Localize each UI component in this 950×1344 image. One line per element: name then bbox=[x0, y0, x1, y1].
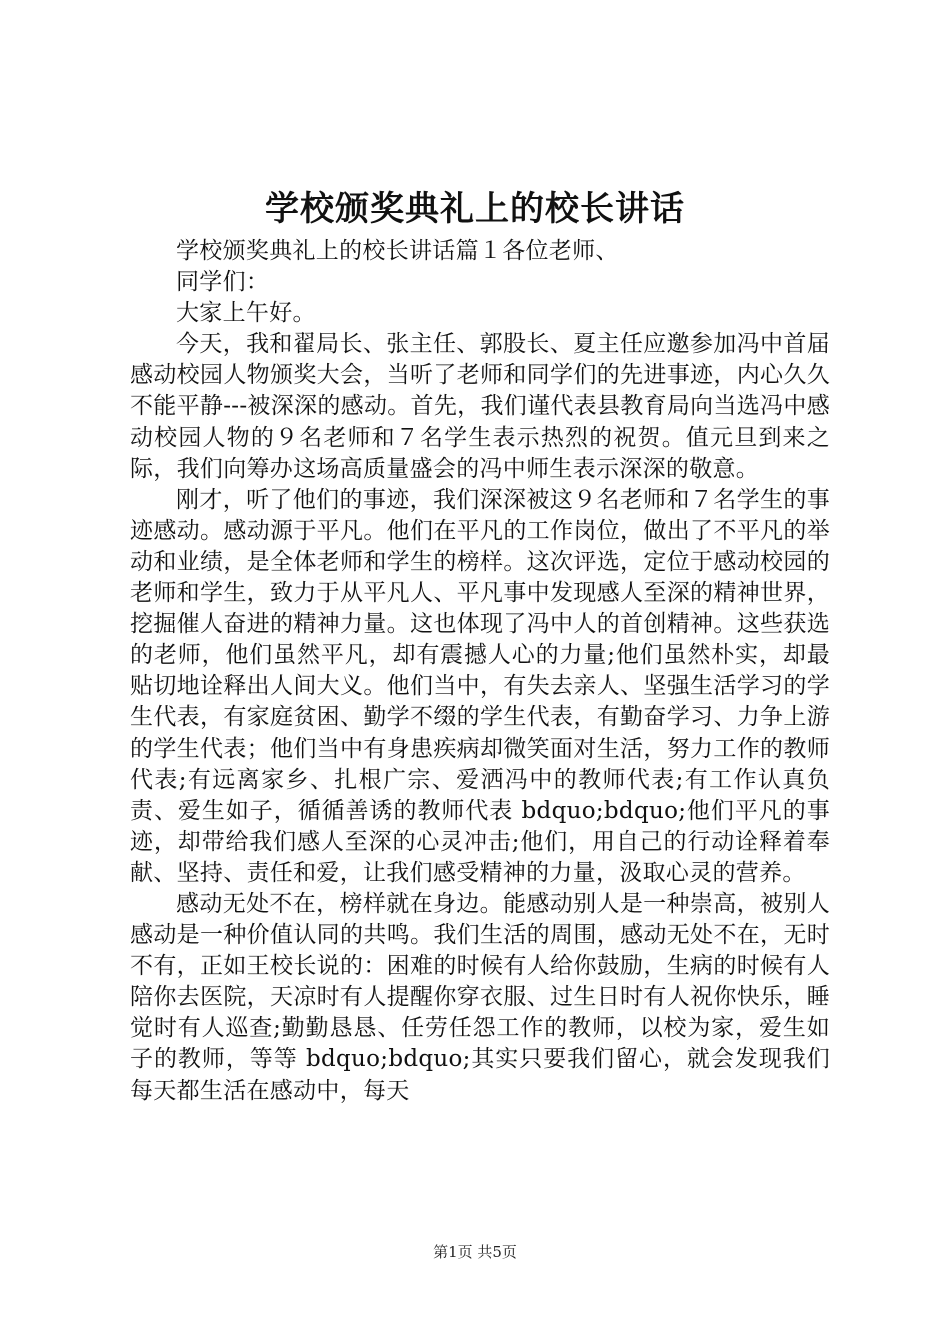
document-body bbox=[130, 236, 830, 1107]
document-title: 学校颁奖典礼上的校长讲话 bbox=[265, 189, 685, 229]
paragraph-body-3: 感动无处不在，榜样就在身边。能感动别人是一种崇高，被别人感动是一种价值认同的共鸣。我们生活的周围，感动无处不在，无时不有，正如王校长说的：困难的时候有人给你鼓励，生病的时候有人陪你去医院，天凉时有人提醒你穿衣服、过生日时有人祝你快乐，睡觉时有人巡查;勤勤恳恳、任劳任怨工作的教师，以校为家，爱生如子的教师，等等 bdquo;bdquo;其实只要我们留心，就会发现我们每天都生活在感动中，每天 bbox=[130, 890, 830, 1104]
paragraph-body-2: 刚才，听了他们的事迹，我们深深被这９名老师和７名学生的事迹感动。感动源于平凡。他们在平凡的工作岗位，做出了不平凡的举动和业绩，是全体老师和学生的榜样。这次评选，定位于感动校园的老师和学生，致力于从平凡人、平凡事中发现感人至深的精神世界，挖掘催人奋进的精神力量。这也体现了冯中人的首创精神。这些获选的老师，他们虽然平凡，却有震撼人心的力量;他们虽然朴实，却最贴切地诠释出人间大义。他们当中，有失去亲人、坚强生活学习的学生代表，有家庭贫困、勤学不缀的学生代表，有勤奋学习、力争上游的学生代表；他们当中有身患疾病却微笑面对生活，努力工作的教师代表;有远离家乡、扎根广宗、爱洒冯中的教师代表;有工作认真负责、爱生如子，循循善诱的教师代表 bdquo;bdquo;他们平凡的事迹，却带给我们感人至深的心灵冲击;他们，用自己的行动诠释着奉献、坚持、责任和爱，让我们感受精神的力量，汲取心灵的营养。 bbox=[130, 486, 830, 886]
page-number-footer: 第1页 共5页 bbox=[433, 1243, 517, 1261]
paragraph-salutation: 同学们： bbox=[176, 269, 270, 296]
paragraph-opening: 学校颁奖典礼上的校长讲话篇１各位老师、 bbox=[176, 238, 619, 264]
paragraph-body-1: 今天，我和翟局长、张主任、郭股长、夏主任应邀参加冯中首届感动校园人物颁奖大会，当听了老师和同学们的先进事迹，内心久久不能平静---被深深的感动。首先，我们谨代表县教育局向当选冯中感动校园人物的９名老师和７名学生表示热烈的祝贺。值元旦到来之际，我们向筹办这场高质量盛会的冯中师生表示深深的敬意。 bbox=[130, 331, 830, 482]
paragraph-greeting: 大家上午好。 bbox=[176, 300, 316, 327]
